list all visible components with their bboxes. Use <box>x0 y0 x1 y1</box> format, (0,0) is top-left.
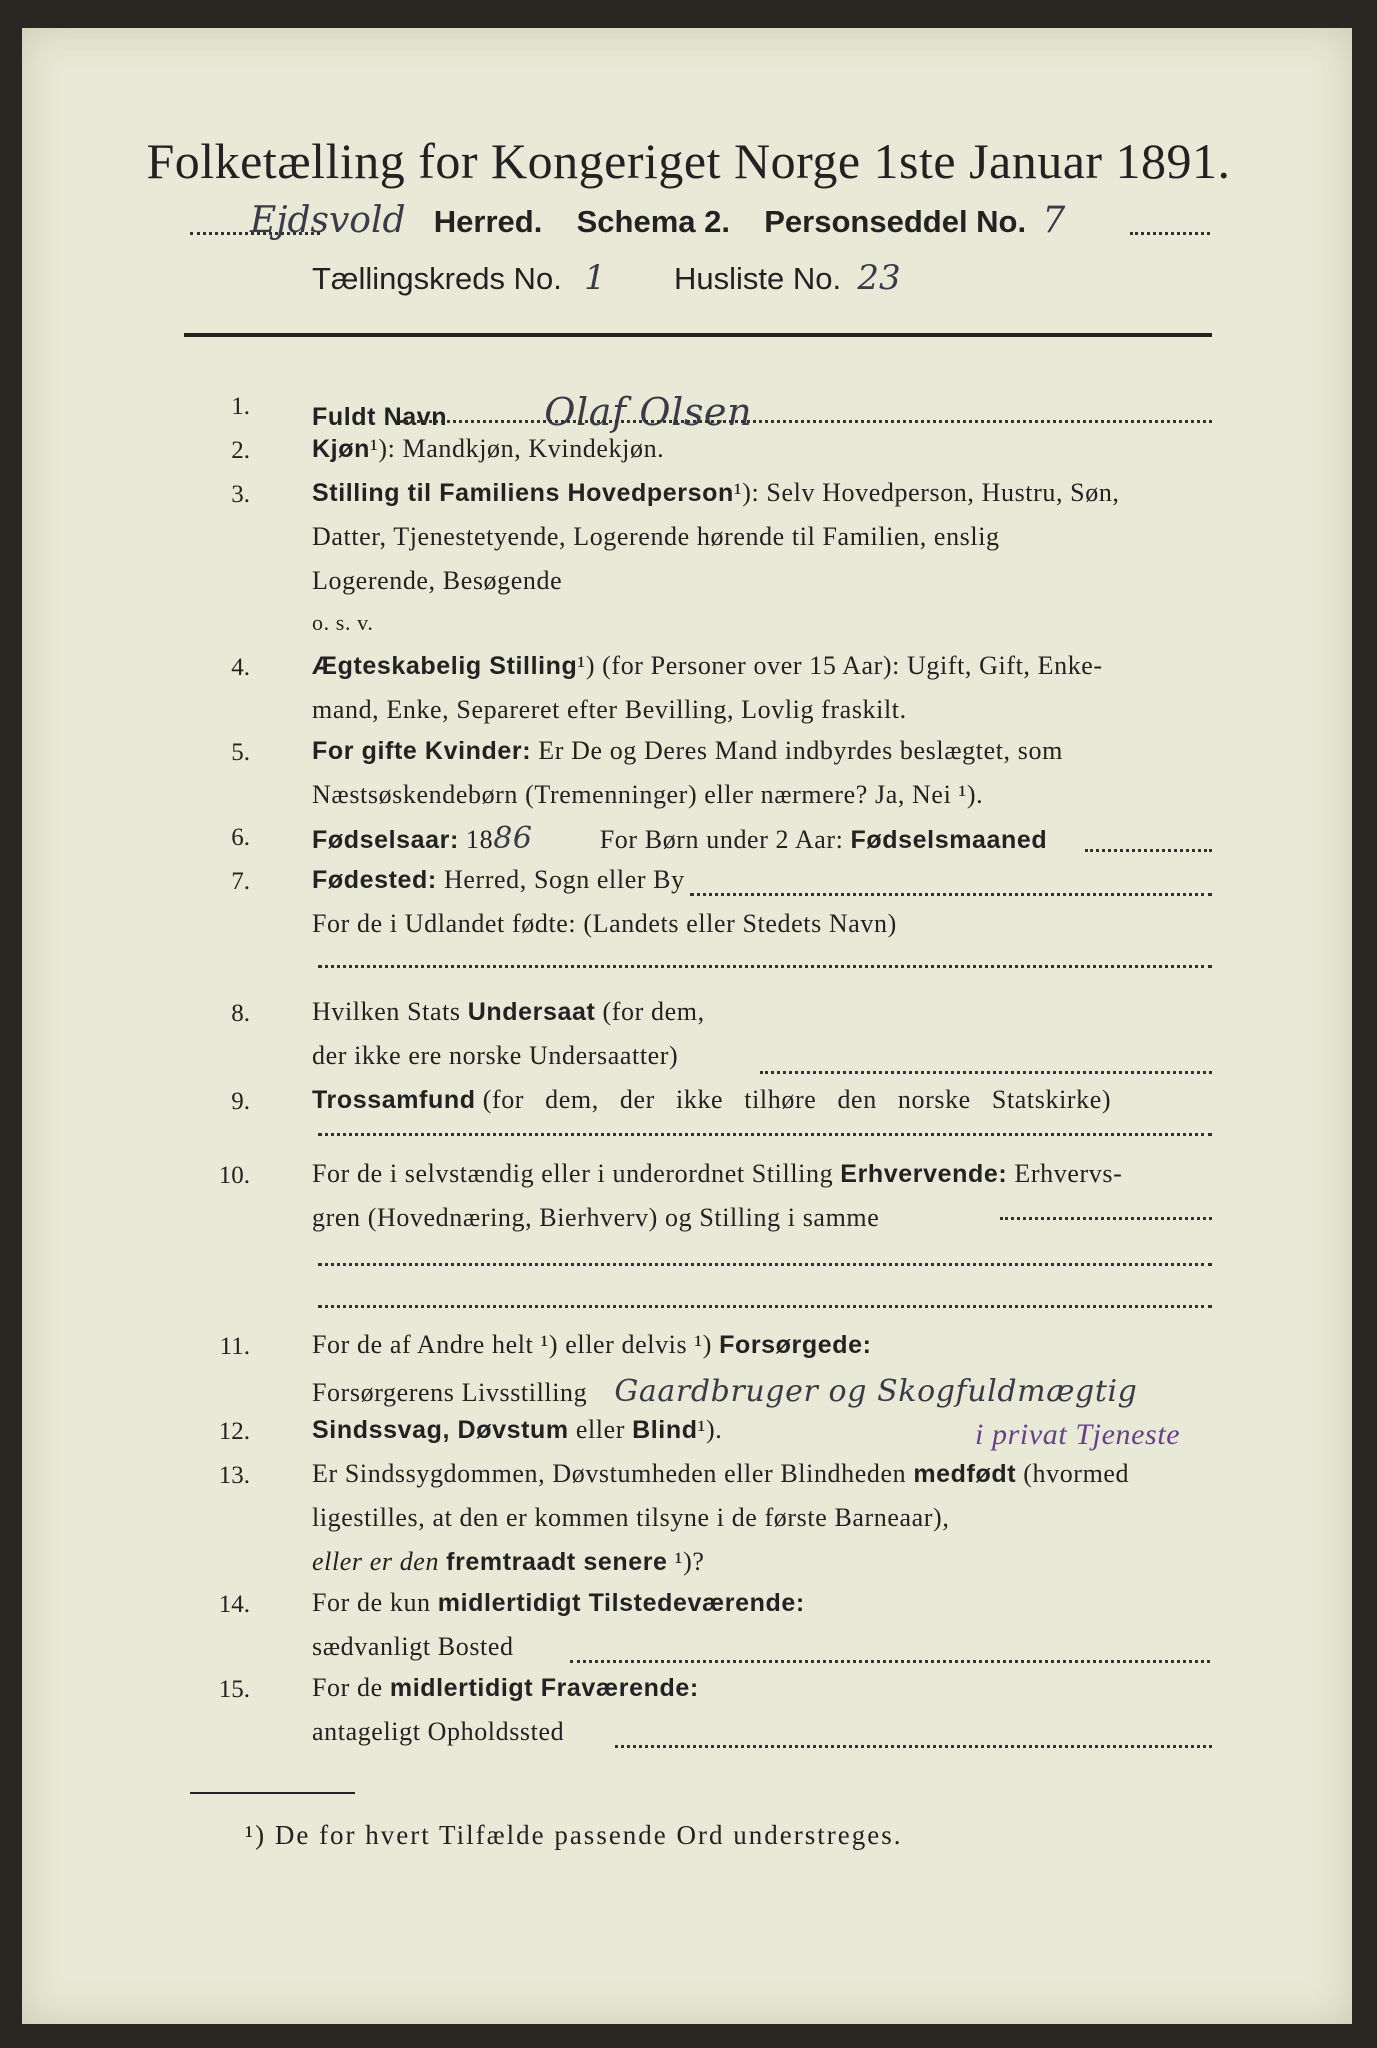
q13-number: 13. <box>218 1462 250 1489</box>
herred-label: Herred. <box>433 204 543 239</box>
schema-label: Schema 2. <box>576 204 730 239</box>
husliste-label: Husliste No. <box>673 261 842 296</box>
q4-label: Ægteskabelig Stilling <box>312 652 578 680</box>
q4-number: 4. <box>231 654 250 681</box>
q7-dots-2 <box>318 965 1212 968</box>
q10-number: 10. <box>218 1162 250 1189</box>
q8-text-1: Hvilken Stats <box>312 997 461 1026</box>
header-row-2 <box>312 258 901 298</box>
header-rule <box>184 333 1212 337</box>
q11-stamp: i privat Tjeneste <box>975 1418 1181 1451</box>
q12-line <box>312 1415 722 1445</box>
q11-text-1: For de af Andre helt ¹) eller delvis ¹) <box>312 1330 712 1359</box>
q14-label: midlertidigt Tilstedeværende: <box>437 1589 805 1617</box>
q3-line-3: Logerende, Besøgende <box>312 566 563 595</box>
q11-number: 11. <box>219 1333 250 1360</box>
q13-label-2: fremtraadt senere <box>446 1548 668 1576</box>
q14-line-1 <box>312 1588 805 1618</box>
q2-line <box>312 434 664 464</box>
q13-line-2: ligestilles, at den er kommen tilsyne i de første Barneaar), <box>312 1503 950 1532</box>
q9-label: Trossamfund <box>312 1086 476 1114</box>
q15-dots <box>615 1745 1212 1748</box>
q7-line-2: For de i Udlandet fødte: (Landets eller Stedets Navn) <box>312 909 897 938</box>
q10-text-1: For de i selvstændig eller i underordnet Stilling <box>312 1159 834 1188</box>
q2-text: ¹): Mandkjøn, Kvindekjøn. <box>369 434 665 463</box>
form-title: Folketælling for Kongeriget Norge 1ste Januar 1891. <box>146 133 1231 189</box>
q13-line-3 <box>312 1547 704 1577</box>
q12-text: eller <box>575 1415 625 1444</box>
q10-dots-2 <box>318 1263 1212 1266</box>
q3-number: 3. <box>231 481 250 508</box>
q1-dots <box>400 420 1212 423</box>
q5-text-1: Er De og Deres Mand indbyrdes beslægtet, som <box>538 736 1063 765</box>
q15-text-1: For de <box>312 1673 383 1702</box>
q5-line-1 <box>312 736 1063 766</box>
personseddel-dots <box>1130 232 1210 235</box>
q13-text-3a: eller er den <box>312 1547 440 1576</box>
q1-line <box>312 390 752 434</box>
kreds-value: 1 <box>584 258 606 298</box>
q8-dots <box>760 1071 1212 1074</box>
q7-line-1 <box>312 865 685 895</box>
q5-line-2: Næstsøskendebørn (Tremenninger) eller nærmere? Ja, Nei ¹). <box>312 780 984 809</box>
q3-label: Stilling til Familiens Hovedperson <box>312 479 734 507</box>
personseddel-label: Personseddel No. <box>764 204 1027 239</box>
q6-line <box>312 821 1047 856</box>
q14-dots <box>570 1660 1210 1663</box>
q13-line-1 <box>312 1459 1129 1489</box>
q3-line-1 <box>312 478 1120 508</box>
herred-value: Ejdsvold <box>250 200 406 241</box>
q13-text-1b: (hvormed <box>1023 1459 1130 1488</box>
q12-number: 12. <box>218 1418 250 1445</box>
q15-number: 15. <box>218 1676 250 1703</box>
q8-line-1 <box>312 997 705 1027</box>
q10-line-2: gren (Hovednæring, Bierhverv) og Stilling i samme <box>312 1203 880 1232</box>
q7-dots-1 <box>690 893 1212 896</box>
q6-value: 86 <box>493 821 533 856</box>
q3-line-2: Datter, Tjenestetyende, Logerende hørende til Familien, enslig <box>312 522 1000 551</box>
q13-text-3b: ¹)? <box>674 1547 705 1576</box>
q11-text-2: Forsørgerens Livsstilling <box>312 1378 588 1407</box>
q9-text: (for dem, der ikke tilhøre den norske Statskirke) <box>482 1085 1112 1114</box>
q2-label: Kjøn <box>312 435 370 463</box>
q8-number: 8. <box>231 1000 250 1027</box>
q12-label-2: Blind <box>632 1416 698 1444</box>
q1-label: Fuldt Navn <box>312 403 448 431</box>
q5-number: 5. <box>231 739 250 766</box>
q2-number: 2. <box>231 437 250 464</box>
q13-label: medfødt <box>913 1460 1017 1488</box>
q10-label: Erhvervende: <box>840 1160 1008 1188</box>
q15-line-2: antageligt Opholdssted <box>312 1717 565 1746</box>
husliste-value: 23 <box>857 258 901 298</box>
q15-label: midlertidigt Fraværende: <box>389 1674 699 1702</box>
footnote-rule <box>190 1792 355 1794</box>
q7-label: Fødested: <box>312 866 437 894</box>
q8-text-1b: (for dem, <box>602 997 705 1026</box>
q9-dots <box>318 1133 1212 1136</box>
q6-dots <box>1085 849 1212 852</box>
q10-dots-3 <box>318 1305 1212 1308</box>
q7-number: 7. <box>231 868 250 895</box>
personseddel-value: 7 <box>1042 200 1066 241</box>
q9-number: 9. <box>231 1088 250 1115</box>
q14-line-2: sædvanligt Bosted <box>312 1632 514 1661</box>
q14-text-1: For de kun <box>312 1588 431 1617</box>
q6-label: Fødselsaar: <box>312 826 459 854</box>
q1-number: 1. <box>231 393 250 420</box>
q3-line-4: o. s. v. <box>312 610 374 635</box>
q12-label: Sindssvag, Døvstum <box>312 1416 569 1444</box>
q4-line-2: mand, Enke, Separeret efter Bevilling, Lovlig fraskilt. <box>312 695 907 724</box>
q11-value: Gaardbruger og Skogfuldmægtig <box>614 1374 1138 1409</box>
q11-label: Forsørgede: <box>719 1331 872 1359</box>
q4-text-1: ¹) (for Personer over 15 Aar): Ugift, Gift, Enke- <box>577 651 1103 680</box>
q10-dots-1 <box>1000 1217 1212 1220</box>
q6-number: 6. <box>231 824 250 851</box>
q10-text-1b: Erhvervs- <box>1014 1159 1123 1188</box>
q6-text: For Børn under 2 Aar: <box>599 825 844 854</box>
q5-label: For gifte Kvinder: <box>312 737 532 765</box>
q1-value: Olaf Olsen <box>544 390 753 434</box>
q12-end: ¹). <box>697 1415 723 1444</box>
q3-text-1: ¹): Selv Hovedperson, Hustru, Søn, <box>733 478 1120 507</box>
q6-label-2: Fødselsmaaned <box>850 826 1048 854</box>
q8-line-2: der ikke ere norske Undersaatter) <box>312 1041 679 1070</box>
header-row-1 <box>190 200 1065 241</box>
q11-line-2 <box>312 1374 1137 1409</box>
q14-number: 14. <box>218 1591 250 1618</box>
q8-label: Undersaat <box>467 998 596 1026</box>
q4-line-1 <box>312 651 1103 681</box>
footnote: ¹) De for hvert Tilfælde passende Ord understreges. <box>245 1820 903 1850</box>
q10-line-1 <box>312 1159 1122 1189</box>
q13-text-1: Er Sindssygdommen, Døvstumheden eller Blindheden <box>312 1459 907 1488</box>
herred-dots <box>190 232 320 235</box>
kreds-label: Tællingskreds No. <box>312 261 562 296</box>
q6-prefix: 18 <box>466 825 494 854</box>
q7-text-1: Herred, Sogn eller By <box>443 865 685 894</box>
q11-line-1 <box>312 1330 872 1360</box>
q15-line-1 <box>312 1673 699 1703</box>
q9-line <box>312 1085 1111 1115</box>
